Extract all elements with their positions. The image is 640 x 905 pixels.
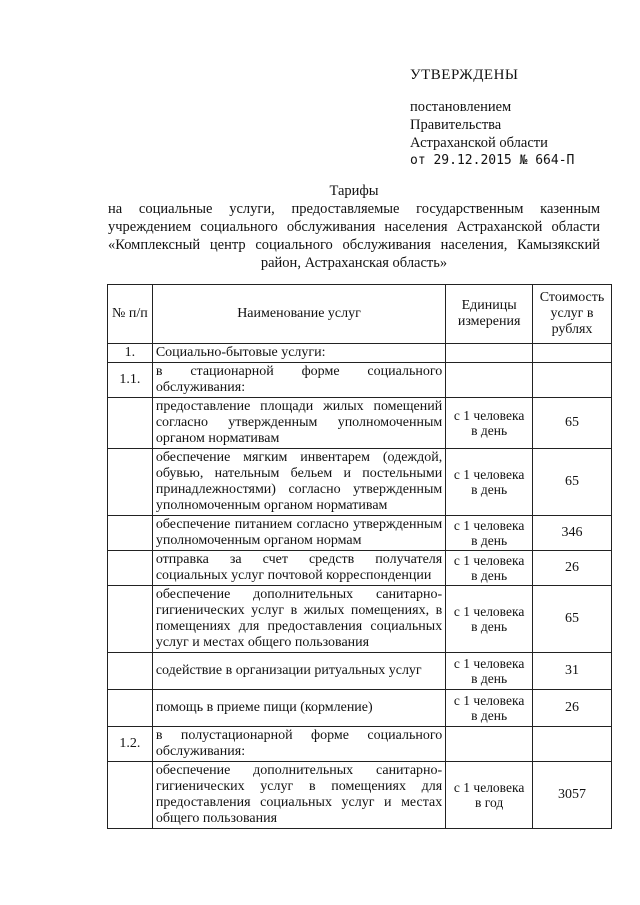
row-name: обеспечение дополнительных санитарно-гигиенических услуг в жилых помещениях, в помещениях для предоставления социальных услуг и местах общего пользования [152,586,445,653]
tariff-table [107,284,612,829]
row-unit [446,363,533,398]
row-num: 1. [108,344,153,363]
row-num [108,653,153,690]
row-unit [446,727,533,762]
table-row [108,653,612,690]
row-name: содействие в организации ритуальных услуг [152,653,445,690]
table-row [108,762,612,829]
row-name: Социально-бытовые услуги: [152,344,445,363]
row-cost: 65 [533,586,612,653]
row-cost [533,363,612,398]
row-unit: с 1 человека в день [446,653,533,690]
table-header-row [108,285,612,344]
row-name: обеспечение дополнительных санитарно-гигиенических услуг в помещениях для предоставления социальных услуг и местах общего пользования [152,762,445,829]
row-num [108,516,153,551]
row-num [108,551,153,586]
document-subtitle: на социальные услуги, предоставляемые государственным казенным учреждением социального обслуживания населения Астраханской области «Комплексный центр социального обслуживания населения, Камызякский район, Астраханская область» [108,201,600,271]
row-cost: 346 [533,516,612,551]
row-unit: с 1 человека в день [446,690,533,727]
row-num: 1.2. [108,727,153,762]
row-unit: с 1 человека в год [446,762,533,829]
row-name: в полустационарной форме социального обслуживания: [152,727,445,762]
row-name: обеспечение мягким инвентарем (одеждой, обувью, нательным бельем и постельными принадлежностями) согласно утвержденным уполномоченным органом нормативам [152,449,445,516]
row-num [108,690,153,727]
row-cost [533,344,612,363]
header-cost: Стоимость услуг в рублях [533,285,612,344]
header-unit: Единицы измерения [446,285,533,344]
table-row [108,727,612,762]
header-num: № п/п [108,285,153,344]
table-row [108,516,612,551]
row-unit [446,344,533,363]
row-unit: с 1 человека в день [446,586,533,653]
document-title: Тарифы [329,183,379,199]
row-unit: с 1 человека в день [446,449,533,516]
table-row [108,398,612,449]
row-unit: с 1 человека в день [446,398,533,449]
row-cost: 31 [533,653,612,690]
row-name: в стационарной форме социального обслуживания: [152,363,445,398]
table-row [108,344,612,363]
row-name: отправка за счет средств получателя социальных услуг почтовой корреспонденции [152,551,445,586]
table-row [108,586,612,653]
approval-block [410,66,630,170]
approval-heading: УТВЕРЖДЕНЫ [410,67,519,83]
table-row [108,363,612,398]
row-num [108,398,153,449]
row-num [108,762,153,829]
approval-line-1: постановлением [410,99,512,115]
header-name: Наименование услуг [152,285,445,344]
row-cost: 26 [533,551,612,586]
row-name: помощь в приеме пищи (кормление) [152,690,445,727]
row-cost: 65 [533,398,612,449]
row-name: предоставление площади жилых помещений согласно утвержденным уполномоченным органом нормативам [152,398,445,449]
approval-line-4: от 29.12.2015 № 664-П [410,153,575,168]
row-unit: с 1 человека в день [446,516,533,551]
row-num: 1.1. [108,363,153,398]
table-row [108,551,612,586]
table-row [108,449,612,516]
row-name: обеспечение питанием согласно утвержденным уполномоченным органом нормам [152,516,445,551]
row-cost: 3057 [533,762,612,829]
row-cost: 26 [533,690,612,727]
document-title-block [108,182,600,272]
table-row [108,690,612,727]
row-cost [533,727,612,762]
row-unit: с 1 человека в день [446,551,533,586]
approval-line-2: Правительства [410,117,502,133]
row-num [108,586,153,653]
row-num [108,449,153,516]
row-cost: 65 [533,449,612,516]
approval-line-3: Астраханской области [410,135,548,151]
